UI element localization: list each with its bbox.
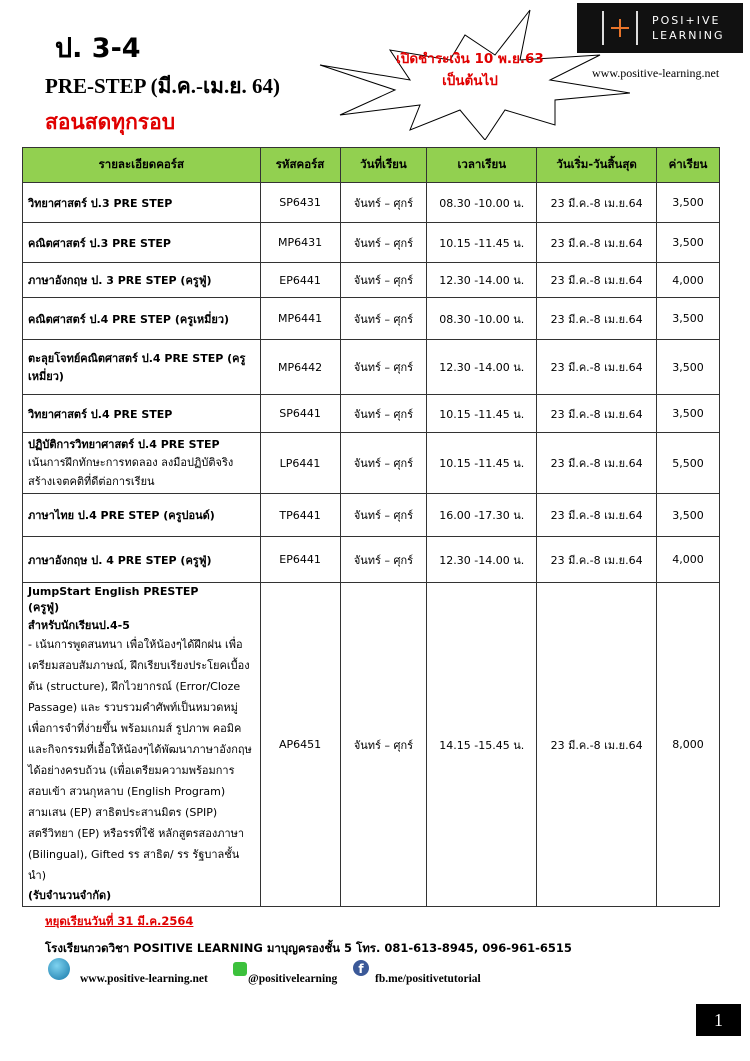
course-price: 4,000 bbox=[657, 537, 720, 583]
table-row bbox=[23, 494, 720, 537]
course-day: จันทร์ – ศุกร์ bbox=[340, 583, 427, 907]
page-number: 1 bbox=[696, 1004, 741, 1036]
col-header: วันเริ่ม-วันสิ้นสุด bbox=[537, 148, 657, 183]
course-code: LP6441 bbox=[260, 433, 340, 494]
payment-date: เปิดชำระเงิน 10 พ.ย.63 bbox=[396, 51, 544, 67]
course-price: 3,500 bbox=[657, 340, 720, 395]
course-dates: 23 มี.ค.-8 เม.ย.64 bbox=[537, 395, 657, 433]
table-row bbox=[23, 395, 720, 433]
course-time: 08.30 -10.00 น. bbox=[427, 183, 537, 223]
course-dates: 23 มี.ค.-8 เม.ย.64 bbox=[537, 494, 657, 537]
website-link[interactable]: www.positive-learning.net bbox=[80, 973, 208, 985]
course-dates: 23 มี.ค.-8 เม.ย.64 bbox=[537, 183, 657, 223]
course-price: 8,000 bbox=[657, 583, 720, 907]
course-description: ภาษาอังกฤษ ป. 4 PRE STEP (ครูฟู่) bbox=[23, 537, 261, 583]
course-code: MP6431 bbox=[260, 223, 340, 263]
course-code: TP6441 bbox=[260, 494, 340, 537]
table-header-row bbox=[23, 148, 720, 183]
course-time: 12.30 -14.00 น. bbox=[427, 340, 537, 395]
course-day: จันทร์ – ศุกร์ bbox=[340, 395, 427, 433]
course-dates: 23 มี.ค.-8 เม.ย.64 bbox=[537, 433, 657, 494]
course-dates: 23 มี.ค.-8 เม.ย.64 bbox=[537, 298, 657, 340]
course-price: 4,000 bbox=[657, 263, 720, 298]
course-price: 3,500 bbox=[657, 494, 720, 537]
course-description: วิทยาศาสตร์ ป.4 PRE STEP bbox=[23, 395, 261, 433]
course-price: 3,500 bbox=[657, 395, 720, 433]
table-row bbox=[23, 263, 720, 298]
course-price: 3,500 bbox=[657, 183, 720, 223]
course-description: ตะลุยโจทย์คณิตศาสตร์ ป.4 PRE STEP (ครูเหมี่ยว) bbox=[23, 340, 261, 395]
table-row bbox=[23, 183, 720, 223]
course-description: ภาษาไทย ป.4 PRE STEP (ครูปอนด์) bbox=[23, 494, 261, 537]
course-day: จันทร์ – ศุกร์ bbox=[340, 263, 427, 298]
course-dates: 23 มี.ค.-8 เม.ย.64 bbox=[537, 263, 657, 298]
course-price: 5,500 bbox=[657, 433, 720, 494]
website-header: www.positive-learning.net bbox=[592, 66, 720, 80]
facebook-icon: f bbox=[353, 960, 369, 976]
course-description: JumpStart English PRESTEP (ครูฟู่) สำหรับนักเรียนป.4-5 - เน้นการพูดสนทนา เพื่อให้น้องๆได้ฝึกฝน เพื่อเตรียมสอบสัมภาษณ์, ฝึกเรียบเรียงประโยคเบื้องต้น (structure), ฝึกไวยากรณ์ (Error/Cloze Passage) และ รวบรวมคำศัพท์เป็นหมวดหมู่เพื่อการจำที่ง่ายขึ้น พร้อมเกมส์ รูปภาพ คอมิค และกิจกรรมที่เอื้อให้น้องๆได้พัฒนาภาษาอังกฤษได้อย่างครบถ้วน (เพื่อเตรียมความพร้อมการสอบเข้า สวนกุหลาบ (English Program) สามเสน (EP) สาธิตประสานมิตร (SPIP) สตรีวิทยา (EP) หรือรรที่ใช้ หลักสูตรสองภาษา (Bilingual), Gifted รร สาธิต/ รร รัฐบาลชั้นนำ) (รับจำนวนจำกัด) bbox=[23, 583, 261, 907]
course-code: AP6451 bbox=[260, 583, 340, 907]
course-day: จันทร์ – ศุกร์ bbox=[340, 298, 427, 340]
school-address: โรงเรียนกวดวิชา POSITIVE LEARNING มาบุญครองชั้น 5 โทร. 081-613-8945, 096-961-6515 bbox=[45, 941, 572, 955]
course-description: คณิตศาสตร์ ป.4 PRE STEP (ครูเหมี่ยว) bbox=[23, 298, 261, 340]
course-day: จันทร์ – ศุกร์ bbox=[340, 223, 427, 263]
line-id[interactable]: @positivelearning bbox=[248, 973, 338, 985]
course-price: 3,500 bbox=[657, 223, 720, 263]
table-row bbox=[23, 433, 720, 494]
course-code: EP6441 bbox=[260, 263, 340, 298]
program-subtitle: PRE-STEP (มี.ค.-เม.ย. 64) bbox=[45, 74, 281, 98]
grade-title: ป. 3-4 bbox=[55, 33, 141, 64]
course-day: จันทร์ – ศุกร์ bbox=[340, 340, 427, 395]
col-header: รหัสคอร์ส bbox=[260, 148, 340, 183]
course-table bbox=[22, 147, 720, 907]
course-day: จันทร์ – ศุกร์ bbox=[340, 494, 427, 537]
table-row bbox=[23, 298, 720, 340]
table-row bbox=[23, 537, 720, 583]
plus-logo-icon bbox=[602, 11, 638, 45]
course-code: SP6431 bbox=[260, 183, 340, 223]
payment-announcement bbox=[375, 48, 565, 92]
course-time: 10.15 -11.45 น. bbox=[427, 433, 537, 494]
line-icon bbox=[233, 962, 247, 976]
course-time: 16.00 -17.30 น. bbox=[427, 494, 537, 537]
payment-onward: เป็นต้นไป bbox=[442, 73, 498, 89]
course-time: 10.15 -11.45 น. bbox=[427, 395, 537, 433]
facebook-link[interactable]: fb.me/positivetutorial bbox=[375, 973, 481, 985]
course-time: 14.15 -15.45 น. bbox=[427, 583, 537, 907]
holiday-notice: หยุดเรียนวันที่ 31 มี.ค.2564 bbox=[45, 914, 194, 928]
course-description: วิทยาศาสตร์ ป.3 PRE STEP bbox=[23, 183, 261, 223]
course-dates: 23 มี.ค.-8 เม.ย.64 bbox=[537, 223, 657, 263]
positive-learning-logo: POSI+IVE LEARNING bbox=[577, 3, 743, 53]
course-time: 12.30 -14.00 น. bbox=[427, 537, 537, 583]
course-dates: 23 มี.ค.-8 เม.ย.64 bbox=[537, 340, 657, 395]
course-price: 3,500 bbox=[657, 298, 720, 340]
course-day: จันทร์ – ศุกร์ bbox=[340, 433, 427, 494]
course-code: MP6441 bbox=[260, 298, 340, 340]
course-day: จันทร์ – ศุกร์ bbox=[340, 537, 427, 583]
col-header: รายละเอียดคอร์ส bbox=[23, 148, 261, 183]
course-time: 08.30 -10.00 น. bbox=[427, 298, 537, 340]
live-teaching-label: สอนสดทุกรอบ bbox=[45, 110, 176, 134]
globe-icon bbox=[48, 958, 70, 980]
course-description: ภาษาอังกฤษ ป. 3 PRE STEP (ครูฟู่) bbox=[23, 263, 261, 298]
course-day: จันทร์ – ศุกร์ bbox=[340, 183, 427, 223]
course-dates: 23 มี.ค.-8 เม.ย.64 bbox=[537, 537, 657, 583]
course-description: คณิตศาสตร์ ป.3 PRE STEP bbox=[23, 223, 261, 263]
col-header: วันที่เรียน bbox=[340, 148, 427, 183]
col-header: เวลาเรียน bbox=[427, 148, 537, 183]
table-row bbox=[23, 340, 720, 395]
table-row bbox=[23, 583, 720, 907]
course-code: MP6442 bbox=[260, 340, 340, 395]
course-dates: 23 มี.ค.-8 เม.ย.64 bbox=[537, 583, 657, 907]
course-time: 12.30 -14.00 น. bbox=[427, 263, 537, 298]
table-row bbox=[23, 223, 720, 263]
course-time: 10.15 -11.45 น. bbox=[427, 223, 537, 263]
course-code: EP6441 bbox=[260, 537, 340, 583]
col-header: ค่าเรียน bbox=[657, 148, 720, 183]
course-code: SP6441 bbox=[260, 395, 340, 433]
course-description: ปฏิบัติการวิทยาศาสตร์ ป.4 PRE STEP เน้นการฝึกทักษะการทดลอง ลงมือปฏิบัติจริงสร้างเจตคติที่ดีต่อการเรียน bbox=[23, 433, 261, 494]
